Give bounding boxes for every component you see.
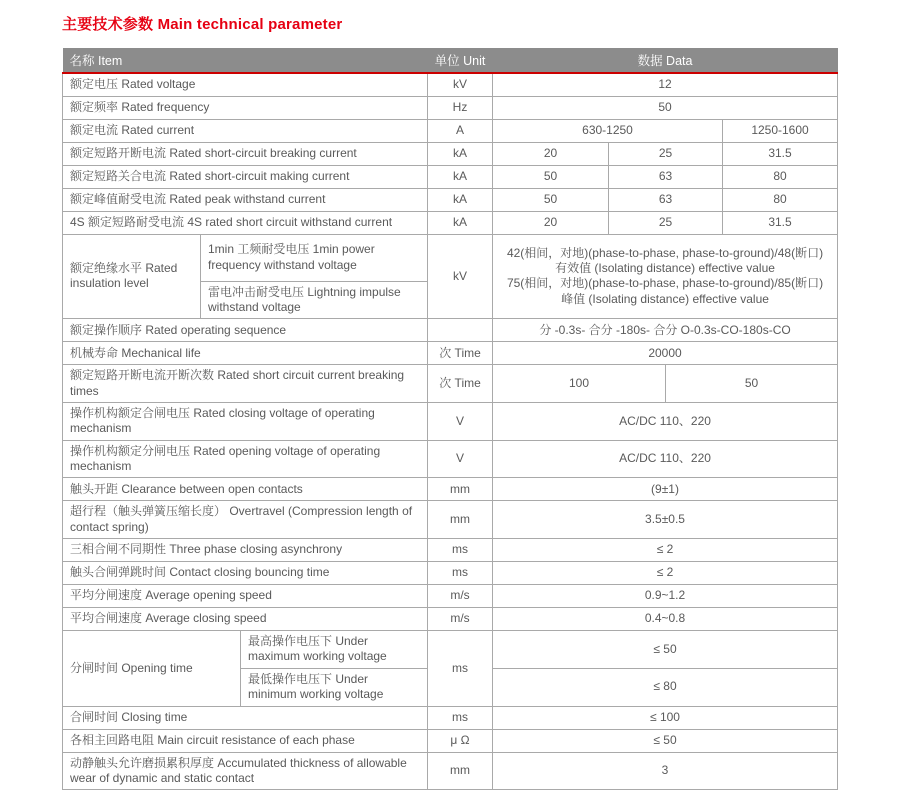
making-current-unit: kA [428,165,493,188]
closing-voltage-label: 操作机构额定合闸电压 Rated closing voltage of operating mechanism [63,402,428,440]
table-header-row [63,48,838,73]
rated-current-unit: A [428,119,493,142]
insulation-value [493,234,838,319]
rated-frequency-value: 50 [493,96,838,119]
opening-speed-value: 0.9~1.2 [493,585,838,608]
overtravel-unit: mm [428,501,493,539]
row-bouncing-time [63,562,838,585]
row-overtravel [63,501,838,539]
insulation-label: 额定绝缘水平 Rated insulation level [63,234,201,319]
row-closing-voltage [63,402,838,440]
opening-voltage-value: AC/DC 110、220 [493,440,838,478]
4s-withstand-unit: kA [428,211,493,234]
overtravel-label: 超行程（触头弹簧压缩长度） Overtravel (Compression length of contact spring) [63,501,428,539]
insulation-value-lightning-impulse: 75(相间，对地)(phase-to-phase, phase-to-ground)/85(断口) 峰值 (Isolating distance) effective value [506,276,824,306]
row-peak-withstand [63,188,838,211]
operating-sequence-unit [428,319,493,342]
opening-time-sub-min: 最低操作电压下 Under minimum working voltage [241,668,428,706]
rated-current-value-2: 1250-1600 [723,119,838,142]
circuit-resistance-unit: μ Ω [428,729,493,752]
asynchrony-label: 三相合闸不同期性 Three phase closing asynchrony [63,539,428,562]
circuit-resistance-value: ≤ 50 [493,729,838,752]
opening-voltage-label: 操作机构额定分闸电压 Rated opening voltage of operating mechanism [63,440,428,478]
rated-frequency-label: 额定频率 Rated frequency [63,96,428,119]
row-opening-speed [63,585,838,608]
row-4s-withstand [63,211,838,234]
asynchrony-unit: ms [428,539,493,562]
rated-frequency-unit: Hz [428,96,493,119]
insulation-unit: kV [428,234,493,319]
clearance-label: 触头开距 Clearance between open contacts [63,478,428,501]
opening-time-label: 分闸时间 Opening time [63,631,241,706]
row-wear-thickness [63,752,838,790]
row-circuit-resistance [63,729,838,752]
making-current-value-3: 80 [723,165,838,188]
peak-withstand-label: 额定峰值耐受电流 Rated peak withstand current [63,188,428,211]
asynchrony-value: ≤ 2 [493,539,838,562]
wear-thickness-value: 3 [493,752,838,790]
closing-time-label: 合闸时间 Closing time [63,706,428,729]
opening-speed-unit: m/s [428,585,493,608]
clearance-unit: mm [428,478,493,501]
row-rated-frequency [63,96,838,119]
circuit-resistance-label: 各相主回路电阻 Main circuit resistance of each phase [63,729,428,752]
making-current-value-2: 63 [609,165,723,188]
closing-voltage-unit: V [428,402,493,440]
row-asynchrony [63,539,838,562]
row-mechanical-life [63,342,838,365]
closing-voltage-value: AC/DC 110、220 [493,402,838,440]
closing-speed-label: 平均合闸速度 Average closing speed [63,608,428,631]
rated-voltage-unit: kV [428,73,493,96]
row-breaking-current [63,142,838,165]
insulation-sub-power-frequency: 1min 工频耐受电压 1min power frequency withstand voltage [201,234,428,281]
rated-current-value-1: 630-1250 [493,119,723,142]
row-rated-current [63,119,838,142]
4s-withstand-value-3: 31.5 [723,211,838,234]
row-opening-voltage [63,440,838,478]
rated-voltage-label: 额定电压 Rated voltage [63,73,428,96]
rated-current-label: 额定电流 Rated current [63,119,428,142]
breaking-times-unit: 次 Time [428,365,493,403]
wear-thickness-label: 动静触头允许磨损累积厚度 Accumulated thickness of allowable wear of dynamic and static contact [63,752,428,790]
breaking-times-label: 额定短路开断电流开断次数 Rated short circuit current breaking times [63,365,428,403]
bouncing-time-unit: ms [428,562,493,585]
opening-time-value-min: ≤ 80 [493,668,838,706]
making-current-label: 额定短路关合电流 Rated short-circuit making current [63,165,428,188]
technical-parameter-table [62,48,838,790]
operating-sequence-value: 分 -0.3s- 合分 -180s- 合分 O-0.3s-CO-180s-CO [493,319,838,342]
breaking-current-label: 额定短路开断电流 Rated short-circuit breaking current [63,142,428,165]
row-operating-sequence [63,319,838,342]
header-unit: 单位 Unit [428,48,493,73]
clearance-value: (9±1) [493,478,838,501]
row-closing-time [63,706,838,729]
row-insulation-level [63,234,838,281]
peak-withstand-value-2: 63 [609,188,723,211]
row-clearance [63,478,838,501]
overtravel-value: 3.5±0.5 [493,501,838,539]
breaking-times-value-2: 50 [666,365,838,403]
row-rated-voltage [63,73,838,96]
operating-sequence-label: 额定操作顺序 Rated operating sequence [63,319,428,342]
4s-withstand-value-1: 20 [493,211,609,234]
mechanical-life-label: 机械寿命 Mechanical life [63,342,428,365]
row-making-current [63,165,838,188]
opening-time-value-max: ≤ 50 [493,631,838,669]
4s-withstand-label: 4S 额定短路耐受电流 4S rated short circuit withstand current [63,211,428,234]
mechanical-life-unit: 次 Time [428,342,493,365]
closing-speed-unit: m/s [428,608,493,631]
opening-voltage-unit: V [428,440,493,478]
closing-speed-value: 0.4~0.8 [493,608,838,631]
4s-withstand-value-2: 25 [609,211,723,234]
header-item: 名称 Item [63,48,428,73]
peak-withstand-unit: kA [428,188,493,211]
mechanical-life-value: 20000 [493,342,838,365]
breaking-current-value-2: 25 [609,142,723,165]
wear-thickness-unit: mm [428,752,493,790]
insulation-sub-lightning-impulse: 雷电冲击耐受电压 Lightning impulse withstand voltage [201,281,428,319]
breaking-current-unit: kA [428,142,493,165]
opening-speed-label: 平均分闸速度 Average opening speed [63,585,428,608]
breaking-current-value-3: 31.5 [723,142,838,165]
bouncing-time-value: ≤ 2 [493,562,838,585]
page-title: 主要技术参数 Main technical parameter [62,16,343,33]
header-data: 数据 Data [493,48,838,73]
breaking-times-value-1: 100 [493,365,666,403]
closing-time-value: ≤ 100 [493,706,838,729]
rated-voltage-value: 12 [493,73,838,96]
peak-withstand-value-3: 80 [723,188,838,211]
breaking-current-value-1: 20 [493,142,609,165]
row-opening-time [63,631,838,669]
row-breaking-times [63,365,838,403]
closing-time-unit: ms [428,706,493,729]
opening-time-sub-max: 最高操作电压下 Under maximum working voltage [241,631,428,669]
row-closing-speed [63,608,838,631]
insulation-value-power-frequency: 42(相间，对地)(phase-to-phase, phase-to-ground)/48(断口) 有效值 (Isolating distance) effective value [506,245,824,275]
opening-time-unit: ms [428,631,493,706]
bouncing-time-label: 触头合闸弹跳时间 Contact closing bouncing time [63,562,428,585]
peak-withstand-value-1: 50 [493,188,609,211]
making-current-value-1: 50 [493,165,609,188]
